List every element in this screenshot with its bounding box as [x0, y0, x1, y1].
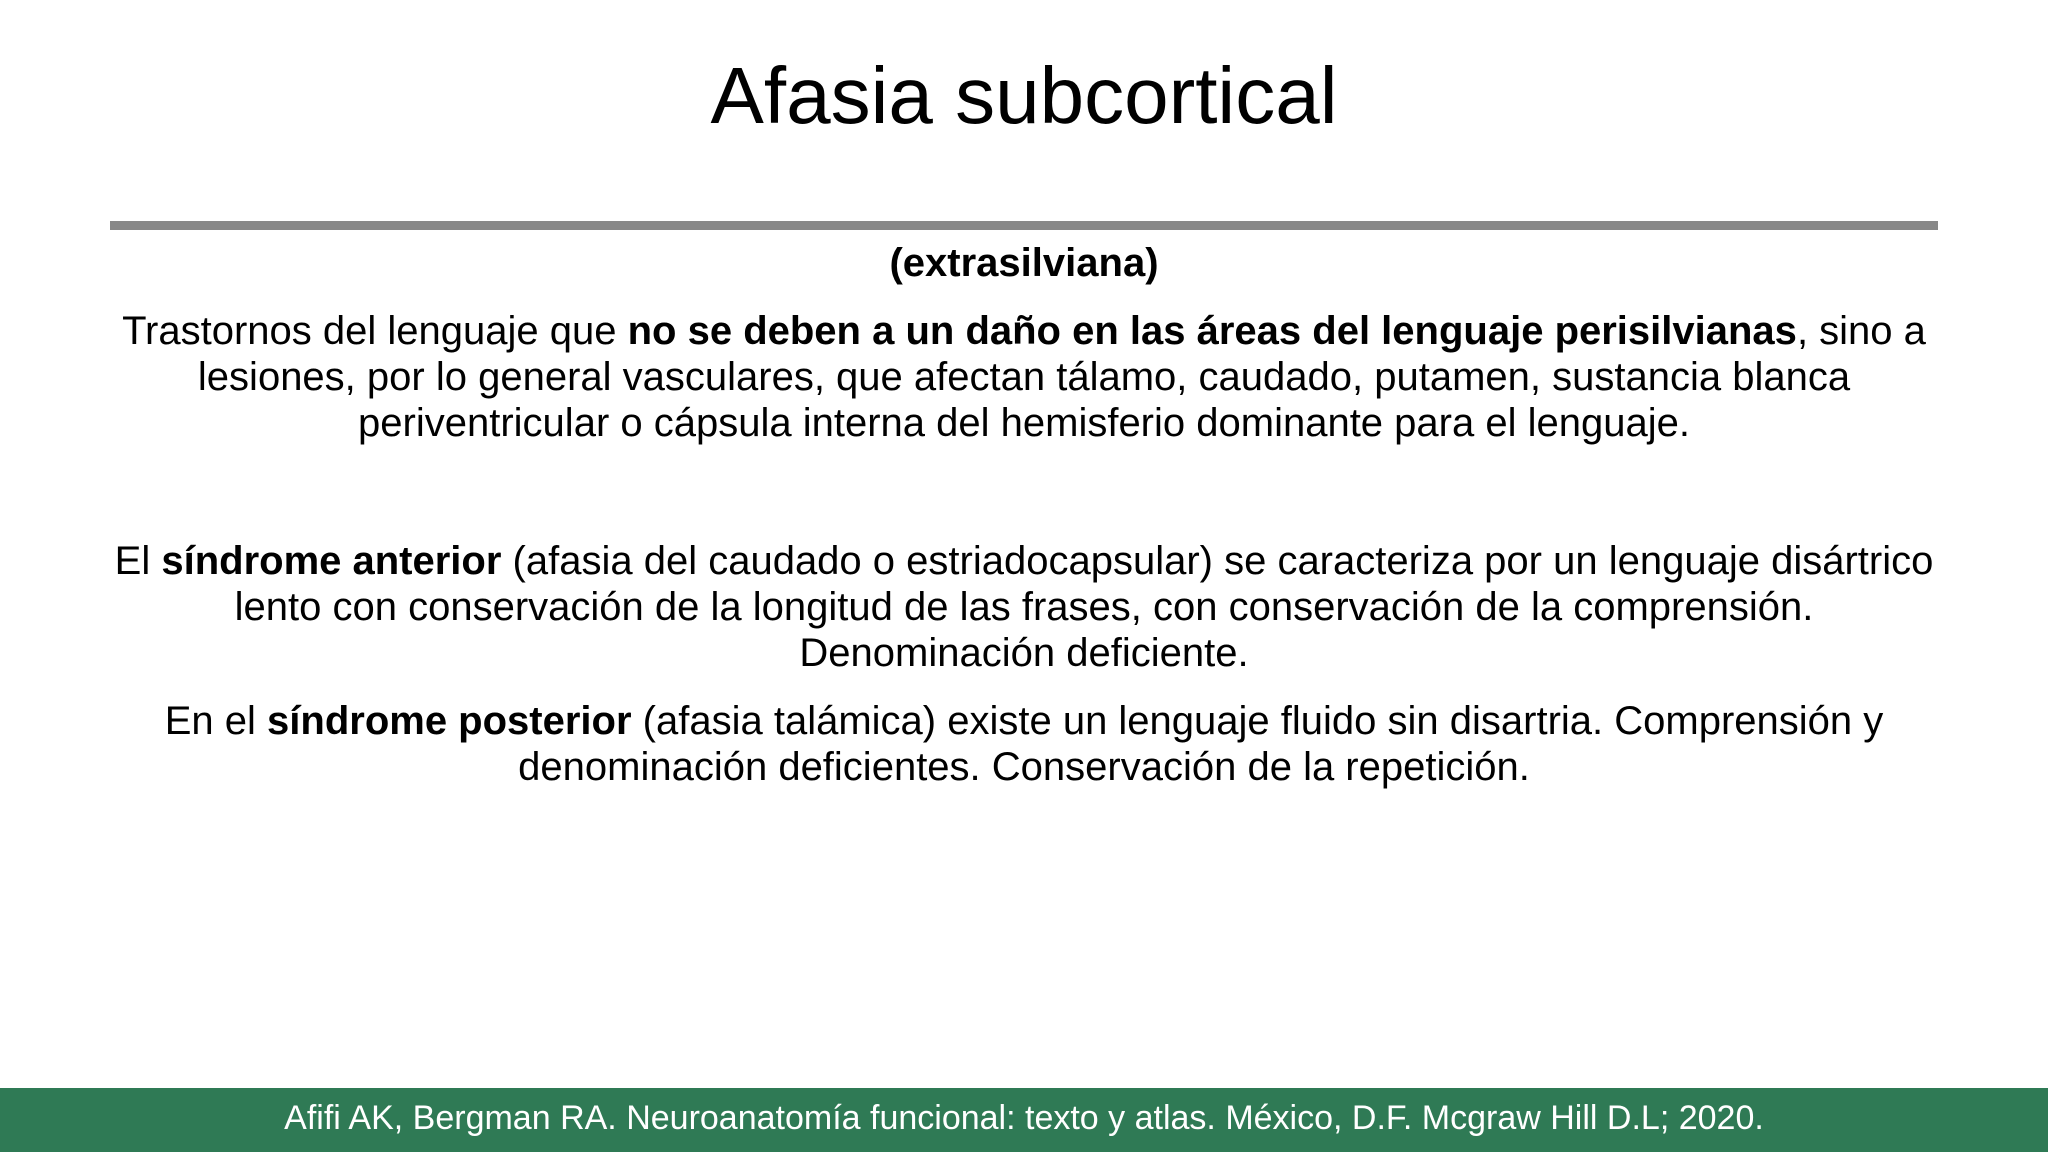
paragraph-definition-text: Trastornos del lenguaje que	[122, 309, 628, 353]
paragraph-definition-rest: , sino a lesiones, por lo general vasculares, que afectan tálamo, caudado, putamen, sustancia blanca periventricular o cápsula interna del hemisferio dominante para el lenguaje.	[197, 309, 1926, 445]
paragraph-anterior-bold: síndrome anterior	[161, 539, 502, 583]
paragraph-posterior-text: En el	[164, 699, 268, 743]
paragraph-posterior-rest: (afasia talámica) existe un lenguaje fluido sin disartria. Comprensión y denominación deficientes. Conservación de la repetición.	[518, 699, 1884, 789]
paragraph-anterior-rest: (afasia del caudado o estriadocapsular) se caracteriza por un lenguaje disártrico lento con conservación de la longitud de las frases, con conservación de la comprensión. Denominación deficiente.	[234, 539, 1934, 675]
paragraph-posterior-bold: síndrome posterior	[267, 699, 632, 743]
paragraph-definition-bold: no se deben a un daño en las áreas del lenguaje perisilvianas	[627, 309, 1797, 353]
citation-footer: Afifi AK, Bergman RA. Neuroanatomía funcional: texto y atlas. México, D.F. Mcgraw Hill D.L; 2020.	[0, 1088, 2048, 1152]
paragraph-posterior-syndrome	[110, 698, 1938, 790]
slide-content	[110, 240, 1938, 790]
paragraph-definition	[110, 308, 1938, 446]
title-divider	[110, 221, 1938, 230]
slide-subtitle: (extrasilviana)	[889, 241, 1159, 285]
paragraph-anterior-syndrome	[110, 538, 1938, 676]
paragraph-anterior-text: El	[114, 539, 162, 583]
slide-title: Afasia subcortical	[710, 51, 1338, 140]
